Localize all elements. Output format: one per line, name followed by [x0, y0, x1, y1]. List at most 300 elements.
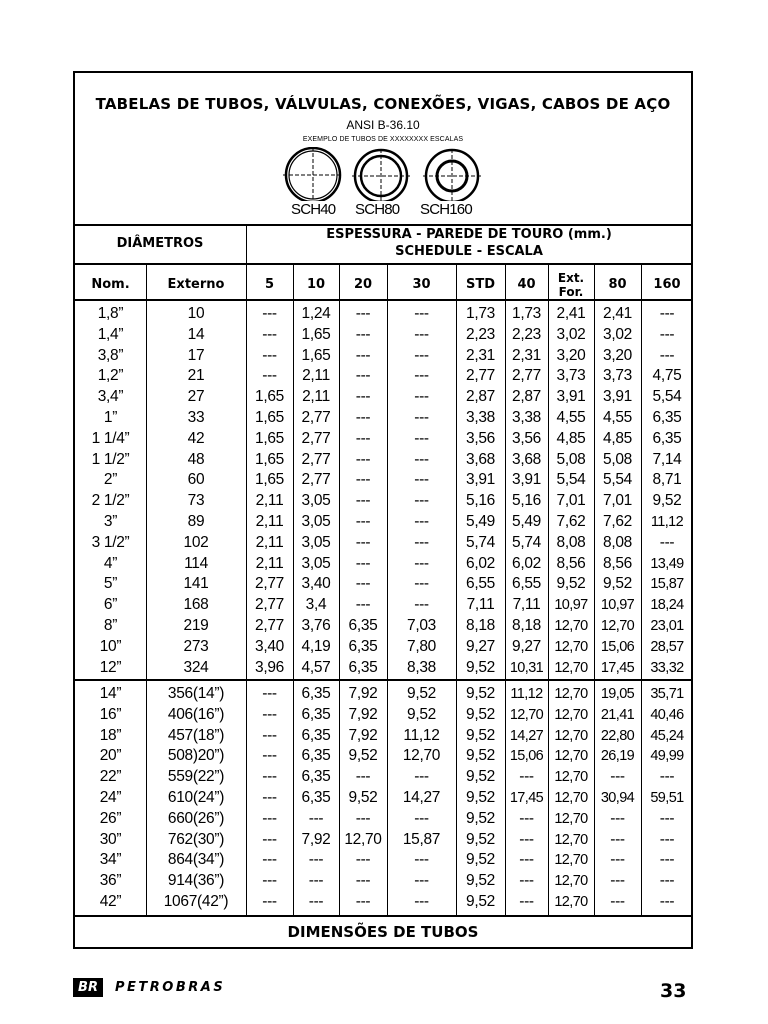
cell-sch5: ---: [262, 747, 277, 765]
cell-sch40: 3,56: [512, 429, 541, 447]
cell-nominal: 4”: [103, 554, 118, 572]
cell-sch20: ---: [355, 809, 371, 827]
cell-sch10: 1,65: [301, 346, 331, 364]
cell-sch20: ---: [355, 409, 371, 426]
cell-sch20: 6,35: [348, 617, 378, 634]
cell-sch40: 2,77: [512, 367, 541, 385]
cell-sch30: ---: [414, 554, 429, 572]
example-caption: EXEMPLO DE TUBOS DE XXXXXXXX ESCALAS: [302, 136, 464, 143]
cell-extra-strong: 9,52: [556, 575, 586, 593]
cell-sch40: 3,91: [512, 471, 541, 489]
divider: [75, 224, 691, 226]
cell-external: 559(22”): [167, 768, 225, 786]
cell-sch5: ---: [262, 768, 277, 786]
column-header-sch160: 160: [653, 277, 681, 292]
cell-sch80: 5,54: [603, 471, 632, 489]
cell-std: 2,87: [466, 388, 495, 406]
cell-sch160: ---: [659, 809, 675, 827]
cell-extra-strong: 7,62: [556, 513, 586, 530]
cell-sch30: ---: [414, 346, 429, 364]
cell-nominal: 20”: [99, 747, 122, 765]
cell-std: 9,27: [466, 637, 495, 655]
pipe-sch160-icon: [423, 149, 481, 201]
cell-sch80: 12,70: [600, 618, 635, 634]
cell-sch10: 3,4: [305, 596, 327, 614]
cell-sch20: ---: [355, 429, 371, 447]
cell-external: 14: [187, 325, 205, 343]
column-header-nominal: Nom.: [91, 277, 130, 292]
cell-sch80: 15,06: [600, 638, 635, 655]
cell-external: 114: [184, 554, 208, 572]
cell-sch160: 5,54: [652, 388, 682, 406]
cell-sch5: 2,11: [255, 554, 284, 572]
cell-sch5: ---: [262, 893, 277, 910]
cell-extra-strong: 12,70: [554, 659, 588, 676]
cell-sch10: 2,77: [301, 409, 331, 426]
cell-external: 102: [183, 533, 209, 551]
cell-std: 3,38: [466, 409, 495, 426]
cell-external: 762(30”): [167, 830, 225, 848]
cell-extra-strong: 12,70: [554, 706, 588, 723]
cell-external: 356(14”): [167, 685, 225, 702]
cell-sch30: ---: [414, 872, 429, 890]
cell-sch160: 6,35: [652, 429, 682, 447]
table-frame: [73, 71, 693, 949]
cell-sch160: 7,14: [652, 450, 682, 468]
cell-sch160: ---: [659, 830, 675, 848]
cell-external: 660(26”): [167, 809, 225, 827]
cell-extra-strong: 12,70: [554, 686, 588, 702]
cell-std: 9,52: [466, 872, 495, 890]
cell-nominal: 24”: [99, 789, 122, 806]
cell-sch40: 6,02: [512, 554, 541, 572]
cell-sch5: ---: [262, 705, 277, 723]
cell-sch80: 30,94: [600, 790, 635, 806]
cell-extra-strong: 7,01: [556, 492, 586, 510]
cell-external: 273: [183, 637, 209, 655]
cell-sch40: 9,27: [512, 637, 541, 655]
cell-sch5: ---: [262, 789, 277, 806]
cell-extra-strong: 12,70: [554, 638, 588, 655]
cell-sch30: ---: [414, 809, 429, 827]
cell-sch30: ---: [414, 471, 429, 489]
cell-external: 324: [183, 658, 209, 676]
pipe-sch80-icon: [352, 149, 410, 201]
cell-extra-strong: 8,56: [556, 554, 586, 572]
cell-sch80: ---: [610, 893, 625, 910]
cell-sch40: 5,74: [512, 533, 541, 551]
cell-sch30: ---: [414, 596, 429, 614]
cell-sch160: ---: [659, 851, 675, 869]
cell-sch80: ---: [610, 830, 625, 848]
cell-sch40: ---: [519, 872, 534, 890]
cell-sch20: ---: [355, 346, 371, 364]
cell-sch80: ---: [610, 872, 625, 890]
cell-sch160: ---: [659, 533, 675, 551]
cell-sch30: 11,12: [403, 726, 440, 744]
cell-external: 10: [187, 305, 205, 322]
cell-sch80: 3,73: [603, 367, 632, 385]
standard-label: ANSI B-36.10: [346, 118, 420, 132]
cell-sch30: 8,38: [407, 658, 436, 676]
cell-sch5: 2,77: [255, 575, 284, 593]
divider: [75, 263, 691, 265]
cell-external: 33: [187, 409, 205, 426]
cell-nominal: 1 1/2”: [91, 450, 130, 468]
cell-sch5: ---: [262, 809, 277, 827]
cell-extra-strong: 12,70: [554, 727, 588, 744]
cell-sch5: ---: [262, 367, 277, 385]
cell-sch10: 3,40: [301, 575, 331, 593]
cell-external: 610(24”): [167, 789, 225, 806]
diameters-header: DIÂMETROS: [116, 236, 204, 251]
cell-sch10: 6,35: [301, 747, 331, 765]
cell-sch30: ---: [414, 305, 429, 322]
cell-std: 5,74: [466, 533, 495, 551]
cell-sch40: ---: [519, 768, 534, 786]
cell-nominal: 16”: [99, 705, 122, 723]
cell-nominal: 1,4”: [97, 325, 124, 343]
cell-sch40: 14,27: [509, 727, 544, 744]
pipe-sch40-icon: [283, 147, 343, 201]
cell-nominal: 30”: [99, 830, 122, 848]
pipe-cross-section-diagram: [280, 147, 490, 201]
cell-sch80: 10,97: [600, 597, 635, 614]
cell-std: 2,77: [466, 367, 495, 385]
cell-nominal: 5”: [103, 575, 118, 593]
cell-std: 9,52: [466, 768, 495, 786]
cell-nominal: 3,8”: [97, 346, 124, 364]
cell-sch5: 2,11: [255, 533, 284, 551]
cell-sch20: ---: [355, 596, 371, 614]
cell-sch30: ---: [414, 429, 429, 447]
cell-sch80: 3,20: [603, 346, 632, 364]
cell-sch5: 1,65: [255, 450, 284, 468]
cell-sch30: ---: [414, 575, 429, 593]
cell-std: 9,52: [466, 685, 495, 702]
cell-extra-strong: 4,55: [556, 409, 586, 426]
cell-nominal: 6”: [103, 596, 118, 614]
cell-sch30: ---: [414, 367, 429, 385]
cell-extra-strong: 3,20: [556, 346, 586, 364]
cell-sch10: 2,11: [302, 388, 330, 406]
cell-sch30: ---: [414, 768, 429, 786]
cell-std: 3,91: [466, 471, 495, 489]
cell-sch160: ---: [659, 325, 675, 343]
cell-sch20: 6,35: [348, 658, 378, 676]
cell-nominal: 3”: [103, 513, 118, 530]
cell-sch20: ---: [355, 872, 371, 890]
cell-sch160: 59,51: [650, 790, 684, 806]
cell-sch5: 2,77: [255, 617, 284, 634]
cell-sch160: 15,87: [650, 576, 684, 593]
column-header-external: Externo: [167, 277, 225, 292]
cell-std: 7,11: [466, 596, 495, 614]
cell-std: 1,73: [466, 305, 495, 322]
cell-sch80: 26,19: [600, 748, 635, 765]
column-header-sch40: 40: [517, 277, 536, 292]
cell-sch10: 2,77: [301, 429, 331, 447]
cell-sch5: 2,11: [255, 492, 284, 510]
cell-sch30: 7,03: [407, 617, 436, 634]
cell-sch30: 7,80: [407, 637, 436, 655]
cell-sch80: 19,05: [600, 686, 635, 702]
cell-sch10: 6,35: [301, 685, 331, 702]
cell-sch30: 12,70: [402, 747, 441, 765]
cell-sch80: ---: [610, 851, 625, 869]
cell-sch160: ---: [659, 872, 675, 890]
cell-std: 5,16: [466, 492, 495, 510]
cell-extra-strong: 12,70: [554, 618, 588, 634]
cell-extra-strong: 12,70: [554, 769, 588, 786]
cell-external: 73: [187, 492, 205, 510]
cell-extra-strong: 12,70: [554, 894, 588, 910]
cell-sch10: 1,24: [301, 305, 331, 322]
cell-extra-strong: 2,41: [556, 305, 586, 322]
cell-sch10: 3,05: [301, 554, 331, 572]
table-caption: DIMENSÕES DE TUBOS: [287, 923, 479, 941]
cell-sch160: 18,24: [650, 597, 684, 614]
cell-sch160: 9,52: [652, 492, 682, 510]
cell-sch20: 9,52: [348, 789, 378, 806]
cell-sch160: ---: [659, 768, 675, 786]
cell-sch30: ---: [414, 450, 429, 468]
column-header-sch30: 30: [412, 277, 431, 292]
cell-external: 60: [187, 471, 205, 489]
cell-external: 27: [187, 388, 205, 406]
column-header-sch80: 80: [608, 277, 627, 292]
cell-sch20: ---: [355, 893, 371, 910]
petrobras-logo: BR: [73, 978, 103, 997]
cell-sch40: 3,68: [512, 450, 541, 468]
page-title: TABELAS DE TUBOS, VÁLVULAS, CONEXÕES, VIGAS, CABOS DE AÇO: [95, 95, 671, 113]
cell-sch80: 3,02: [603, 325, 632, 343]
cell-external: 141: [183, 575, 209, 593]
cell-extra-strong: 12,70: [554, 852, 588, 869]
cell-sch40: 5,49: [512, 513, 541, 530]
cell-sch40: 1,73: [512, 305, 541, 322]
cell-sch5: ---: [262, 346, 277, 364]
column-header-sch10: 10: [306, 277, 326, 292]
cell-std: 3,68: [466, 450, 495, 468]
cell-sch10: 3,76: [301, 617, 331, 634]
cell-sch80: 4,85: [603, 429, 632, 447]
cell-sch160: 28,57: [650, 638, 684, 655]
cell-sch80: 7,01: [603, 492, 632, 510]
cell-extra-strong: 3,73: [556, 367, 586, 385]
cell-sch160: 6,35: [652, 409, 682, 426]
cell-sch10: 7,92: [301, 830, 331, 848]
cell-sch30: ---: [414, 533, 429, 551]
cell-std: 9,52: [466, 747, 495, 765]
cell-sch40: ---: [519, 830, 534, 848]
cell-sch5: 2,11: [255, 513, 284, 530]
cell-sch10: 3,05: [301, 533, 331, 551]
cell-sch160: 45,24: [650, 727, 684, 744]
cell-sch10: 2,77: [301, 471, 331, 489]
cell-nominal: 2”: [103, 471, 118, 489]
cell-sch10: 2,77: [301, 450, 331, 468]
cell-sch30: ---: [414, 492, 429, 510]
cell-sch20: 7,92: [348, 685, 378, 702]
cell-sch20: ---: [355, 554, 371, 572]
cell-sch10: ---: [308, 851, 324, 869]
cell-sch10: 6,35: [301, 768, 331, 786]
cell-extra-strong: 3,91: [556, 388, 586, 406]
cell-sch10: 4,19: [301, 637, 331, 655]
cell-sch160: 23,01: [650, 618, 684, 634]
cell-sch160: 8,71: [652, 471, 682, 489]
cell-sch30: ---: [414, 388, 429, 406]
schedule-header: SCHEDULE - ESCALA: [395, 244, 543, 259]
cell-external: 42: [187, 429, 205, 447]
cell-sch160: 13,49: [650, 555, 684, 572]
cell-sch160: ---: [659, 305, 675, 322]
cell-nominal: 18”: [99, 726, 122, 744]
cell-nominal: 1,8”: [97, 305, 124, 322]
cell-sch160: ---: [659, 893, 675, 910]
cell-nominal: 34”: [99, 851, 122, 869]
cell-sch20: ---: [355, 471, 371, 489]
cell-nominal: 42”: [99, 893, 122, 910]
cell-sch5: 3,40: [255, 637, 284, 655]
cell-sch40: ---: [519, 893, 534, 910]
divider: [75, 679, 691, 681]
divider: [75, 915, 691, 917]
cell-sch20: 6,35: [348, 637, 378, 655]
cell-external: 406(16”): [167, 705, 225, 723]
cell-sch80: 5,08: [603, 450, 632, 468]
cell-sch20: ---: [355, 575, 371, 593]
cell-nominal: 3 1/2”: [91, 533, 130, 551]
cell-external: 1067(42”): [163, 893, 229, 910]
cell-sch80: 7,62: [603, 513, 632, 530]
cell-sch20: 9,52: [348, 747, 378, 765]
cell-sch10: ---: [308, 872, 324, 890]
cell-sch10: 3,05: [301, 513, 331, 530]
cell-sch80: ---: [610, 809, 625, 827]
cell-external: 457(18”): [167, 726, 225, 744]
cell-sch20: ---: [355, 450, 371, 468]
cell-sch30: 15,87: [402, 830, 441, 848]
cell-nominal: 8”: [103, 617, 118, 634]
cell-sch80: 8,56: [603, 554, 632, 572]
cell-external: 219: [183, 617, 209, 634]
cell-extra-strong: 5,08: [556, 450, 586, 468]
cell-sch30: ---: [414, 513, 429, 530]
cell-sch5: 1,65: [255, 388, 284, 406]
cell-sch40: 11,12: [510, 686, 543, 702]
column-header-extra-strong: Ext. For.: [557, 271, 585, 299]
cell-sch20: ---: [355, 367, 371, 385]
cell-sch40: 8,18: [512, 617, 541, 634]
cell-nominal: 1 1/4”: [91, 429, 130, 447]
cell-nominal: 26”: [99, 809, 122, 827]
cell-external: 17: [187, 346, 205, 364]
cell-nominal: 22”: [99, 768, 122, 786]
cell-nominal: 12”: [99, 658, 122, 676]
column-header-sch20: 20: [353, 277, 373, 292]
cell-sch20: ---: [355, 492, 371, 510]
cell-std: 8,18: [466, 617, 495, 634]
cell-sch160: 35,71: [650, 686, 684, 702]
cell-sch30: ---: [414, 893, 429, 910]
company-name: PETROBRAS: [115, 980, 226, 995]
cell-nominal: 1”: [103, 409, 118, 426]
brand-block: [73, 978, 225, 997]
cell-sch40: 2,31: [512, 346, 541, 364]
cell-nominal: 2 1/2”: [91, 492, 130, 510]
cell-external: 914(36”): [167, 872, 225, 890]
cell-extra-strong: 12,70: [554, 873, 588, 890]
cell-sch80: 17,45: [600, 659, 635, 676]
cell-extra-strong: 8,08: [556, 533, 586, 551]
cell-external: 168: [183, 596, 209, 614]
cell-extra-strong: 10,97: [554, 597, 588, 614]
cell-sch80: 2,41: [603, 305, 632, 322]
cell-sch20: ---: [355, 305, 371, 322]
cell-sch40: ---: [519, 851, 534, 869]
cell-std: 9,52: [466, 658, 495, 676]
cell-sch40: 17,45: [509, 790, 544, 806]
cell-sch80: 8,08: [603, 533, 632, 551]
cell-sch20: 7,92: [348, 705, 378, 723]
cell-std: 9,52: [466, 705, 495, 723]
cell-sch10: 6,35: [301, 705, 331, 723]
cell-sch20: ---: [355, 388, 371, 406]
cell-sch30: ---: [414, 325, 429, 343]
cell-sch10: 3,05: [301, 492, 331, 510]
cell-sch160: 11,12: [650, 514, 684, 530]
cell-extra-strong: 12,70: [554, 831, 588, 848]
cell-sch20: ---: [355, 768, 371, 786]
cell-extra-strong: 4,85: [556, 429, 586, 447]
cell-sch5: ---: [262, 872, 277, 890]
cell-extra-strong: 12,70: [554, 810, 588, 827]
cell-sch40: 15,06: [509, 748, 544, 765]
cell-sch5: ---: [262, 305, 277, 322]
cell-std: 3,56: [466, 429, 495, 447]
cell-sch10: 4,57: [301, 658, 331, 676]
cell-sch160: 33,32: [650, 659, 684, 676]
cell-std: 2,31: [466, 346, 495, 364]
cell-std: 9,52: [466, 809, 495, 827]
cell-sch40: 10,31: [509, 659, 544, 676]
cell-sch10: ---: [308, 893, 324, 910]
cell-sch40: ---: [519, 809, 534, 827]
cell-std: 6,55: [466, 575, 495, 593]
cell-sch10: 2,11: [302, 367, 330, 385]
thickness-header: ESPESSURA - PAREDE DE TOURO (mm.): [326, 227, 612, 242]
cell-extra-strong: 12,70: [554, 790, 588, 806]
cell-sch80: 3,91: [603, 388, 632, 406]
cell-external: 508)20”): [167, 747, 225, 765]
cell-std: 9,52: [466, 851, 495, 869]
cell-sch5: ---: [262, 726, 277, 744]
cell-sch30: 14,27: [402, 789, 441, 806]
cell-sch5: 3,96: [255, 658, 284, 676]
cell-sch5: ---: [262, 685, 277, 702]
cell-sch10: 1,65: [301, 325, 331, 343]
cell-sch20: ---: [355, 851, 371, 869]
cell-sch40: 6,55: [512, 575, 541, 593]
cell-sch10: 6,35: [301, 789, 331, 806]
cell-sch30: 9,52: [407, 705, 436, 723]
cell-sch40: 12,70: [509, 706, 544, 723]
cell-sch160: ---: [659, 346, 675, 364]
cell-sch30: ---: [414, 409, 429, 426]
cell-nominal: 3,4”: [97, 388, 124, 406]
